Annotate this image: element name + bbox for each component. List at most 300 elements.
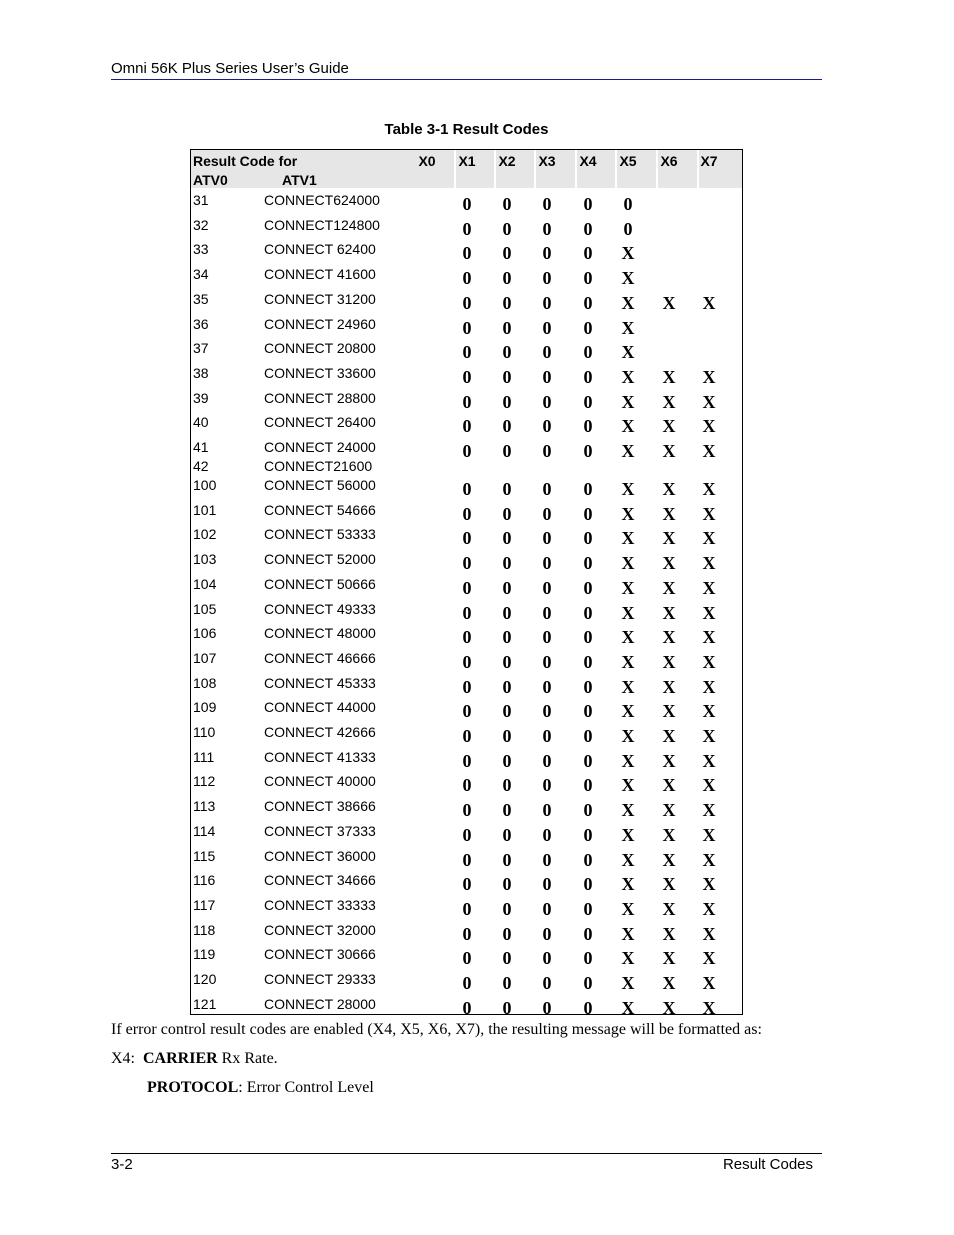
cell-x6: X [662,577,676,598]
cell-x2: 0 [502,602,512,623]
cell-x3: 0 [542,218,552,239]
cell-x3: 0 [542,441,552,461]
atv0-code: 112 [193,773,216,790]
cell-x2: 0 [502,577,512,598]
cell-x7: X [702,948,716,969]
cell-x6: X [662,391,676,412]
table-row [191,699,742,721]
atv0-code: 110 [193,724,216,740]
table-row [191,971,742,993]
intro-paragraph: If error control result codes are enabled (X4, X5, X6, X7), the resulting message will be formatted as: [111,1021,762,1038]
cell-x1: 0 [462,416,472,437]
table-row [191,650,742,672]
cell-x2: 0 [502,342,512,363]
cell-x7: X [702,627,716,648]
cell-x4: 0 [583,479,593,499]
cell-x5: X [621,750,635,771]
cell-x6: X [662,651,676,672]
cell-x5: X [621,366,635,387]
atv1-message: CONNECT 41333 [264,748,376,765]
cell-x4: 0 [583,416,593,437]
atv0-code: 116 [193,872,216,889]
cell-x5: 0 [623,218,633,239]
cell-x1: 0 [462,503,472,524]
cell-x2: 0 [502,824,512,845]
cell-x4: 0 [583,701,593,722]
atv1-message: CONNECT 33333 [264,896,376,913]
atv0-code: 35 [193,290,209,307]
table-row [191,340,742,362]
atv1-message: CONNECT 37333 [264,822,376,839]
table-row [191,823,742,845]
cell-x3: 0 [542,750,552,771]
table-row [191,848,742,870]
cell-x6: X [662,441,676,461]
cell-x4: 0 [583,391,593,412]
cell-x3: 0 [542,479,552,499]
cell-x4: 0 [583,874,593,895]
cell-x2: 0 [502,750,512,771]
atv0-code: 38 [193,364,209,381]
cell-x6: X [662,479,676,499]
atv1-message: CONNECT 33600 [264,364,376,381]
cell-x3: 0 [542,391,552,412]
column-header-x6: X6 [660,153,678,169]
cell-x6: X [662,775,676,796]
cell-x2: 0 [502,441,512,461]
cell-x2: 0 [502,391,512,412]
atv1-message: CONNECT 32000 [264,921,376,938]
cell-x1: 0 [462,391,472,412]
cell-x3: 0 [542,553,552,574]
table-row [191,365,742,387]
atv1-message: CONNECT 42666 [264,724,376,740]
cell-x1: 0 [462,701,472,722]
cell-x6: X [662,973,676,993]
cell-x6: X [662,701,676,722]
cell-x4: 0 [583,268,593,289]
table-row [191,192,742,214]
cell-x1: 0 [462,726,472,746]
cell-x7: X [702,366,716,387]
cell-x3: 0 [542,602,552,623]
cell-x2: 0 [502,775,512,796]
protocol-label: PROTOCOL [147,1079,239,1096]
cell-x3: 0 [542,317,552,338]
cell-x4: 0 [583,775,593,796]
cell-x7: X [702,651,716,672]
cell-x5: X [621,441,635,461]
cell-x7: X [702,441,716,461]
atv0-code: 108 [193,674,217,691]
table-row [191,414,742,436]
cell-x1: 0 [462,627,472,648]
cell-x3: 0 [542,577,552,598]
atv1-message: CONNECT624000 [264,192,380,208]
atv0-code: 120 [193,971,217,987]
cell-x1: 0 [462,194,472,214]
cell-x4: 0 [583,948,593,969]
atv1-message: CONNECT 52000 [264,551,376,568]
atv0-code: 107 [193,649,217,666]
cell-x2: 0 [502,874,512,895]
cell-x1: 0 [462,973,472,993]
cell-x2: 0 [502,651,512,672]
table-row [191,390,742,412]
cell-x6: X [662,602,676,623]
cell-x1: 0 [462,342,472,363]
cell-x4: 0 [583,923,593,944]
cell-x7: X [702,602,716,623]
cell-x1: 0 [462,441,472,461]
cell-x3: 0 [542,948,552,969]
cell-x2: 0 [502,997,512,1018]
atv1-message: CONNECT 34666 [264,872,376,889]
atv0-code: 105 [193,600,217,617]
cell-x6: X [662,503,676,524]
table-row [191,724,742,746]
table-row [191,526,742,548]
atv1-message: CONNECT 53333 [264,526,376,543]
cell-x4: 0 [583,651,593,672]
cell-x4: 0 [583,441,593,461]
atv1-message: CONNECT 30666 [264,946,376,963]
cell-x6: X [662,553,676,574]
cell-x3: 0 [542,849,552,870]
atv1-message: CONNECT 38666 [264,798,376,815]
cell-x6: X [662,528,676,549]
cell-x4: 0 [583,577,593,598]
cell-x1: 0 [462,676,472,697]
table-row [191,773,742,795]
cell-x7: X [702,874,716,895]
cell-x4: 0 [583,997,593,1018]
table-row [191,601,742,623]
cell-x4: 0 [583,973,593,993]
cell-x1: 0 [462,528,472,549]
cell-x5: X [621,898,635,919]
cell-x5: X [621,800,635,821]
atv0-code: 118 [193,921,216,938]
cell-x6: X [662,750,676,771]
table-row [191,241,742,263]
cell-x5: X [621,923,635,944]
cell-x5: X [621,553,635,574]
cell-x4: 0 [583,750,593,771]
cell-x3: 0 [542,923,552,944]
atv0-code: 100 [193,477,217,493]
footer-rule [111,1153,822,1154]
cell-x2: 0 [502,627,512,648]
cell-x5: X [621,849,635,870]
cell-x3: 0 [542,292,552,313]
cell-x4: 0 [583,676,593,697]
cell-x4: 0 [583,849,593,870]
cell-x3: 0 [542,651,552,672]
table-row [191,477,742,499]
running-header-title: Omni 56K Plus Series User’s Guide [111,60,349,77]
table-row [191,502,742,524]
cell-x1: 0 [462,874,472,895]
atv1-message: CONNECT 28000 [264,995,376,1012]
cell-x1: 0 [462,479,472,499]
atv1-message: CONNECT 41600 [264,266,376,283]
cell-x1: 0 [462,800,472,821]
cell-x6: X [662,676,676,697]
cell-x6: X [662,800,676,821]
cell-x3: 0 [542,503,552,524]
cell-x2: 0 [502,268,512,289]
cell-x5: X [621,391,635,412]
cell-x5: X [621,726,635,746]
atv0-code: 33 [193,241,209,258]
cell-x5: X [621,874,635,895]
table-row [191,551,742,573]
cell-x7: X [702,528,716,549]
cell-x3: 0 [542,824,552,845]
column-header-x1: X1 [458,153,476,169]
cell-x5: X [621,416,635,437]
atv1-message: CONNECT 31200 [264,290,376,307]
cell-x4: 0 [583,243,593,264]
atv0-code: 37 [193,340,209,357]
cell-x1: 0 [462,268,472,289]
cell-x2: 0 [502,923,512,944]
atv1-message: CONNECT 46666 [264,649,376,666]
cell-x5: X [621,775,635,796]
cell-x4: 0 [583,218,593,239]
atv1-message: CONNECT 24960 [264,315,376,332]
atv0-code: 111 [193,748,215,765]
atv0-code: 103 [193,551,217,568]
cell-x7: X [702,479,716,499]
cell-x4: 0 [583,553,593,574]
cell-x5: X [621,701,635,722]
cell-x7: X [702,849,716,870]
cell-x6: X [662,923,676,944]
x4-prefix: X4: [111,1050,135,1067]
atv1-message: CONNECT 24000 [264,439,376,455]
carrier-rest: Rx Rate. [217,1050,278,1067]
atv0-code: 31 [193,192,209,208]
atv1-message: CONNECT 29333 [264,971,376,987]
cell-x1: 0 [462,366,472,387]
cell-x1: 0 [462,997,472,1018]
cell-x6: X [662,849,676,870]
cell-x7: X [702,416,716,437]
cell-x1: 0 [462,317,472,338]
cell-x1: 0 [462,775,472,796]
cell-x1: 0 [462,923,472,944]
cell-x5: X [621,948,635,969]
cell-x6: X [662,874,676,895]
cell-x7: X [702,676,716,697]
cell-x1: 0 [462,948,472,969]
cell-x7: X [702,800,716,821]
cell-x6: X [662,948,676,969]
cell-x5: X [621,602,635,623]
cell-x5: X [621,479,635,499]
cell-x6: X [662,726,676,746]
cell-x1: 0 [462,602,472,623]
result-codes-table [190,149,743,1018]
cell-x1: 0 [462,577,472,598]
cell-x3: 0 [542,726,552,746]
cell-x3: 0 [542,973,552,993]
cell-x4: 0 [583,726,593,746]
cell-x5: X [621,824,635,845]
cell-x4: 0 [583,194,593,214]
cell-x2: 0 [502,948,512,969]
atv0-code: 117 [193,896,216,913]
cell-x3: 0 [542,416,552,437]
atv1-message: CONNECT 48000 [264,625,376,642]
cell-x3: 0 [542,268,552,289]
atv0-code: 32 [193,216,209,233]
atv0-code: 113 [193,798,216,815]
table-row [191,316,742,338]
cell-x7: X [702,898,716,919]
table-row [191,897,742,919]
atv0-code: 115 [193,847,216,864]
atv0-code: 40 [193,414,209,431]
table-row [191,996,742,1018]
cell-x3: 0 [542,800,552,821]
cell-x5: X [621,997,635,1018]
cell-x4: 0 [583,342,593,363]
table-row [191,872,742,894]
atv1-message: CONNECT 40000 [264,773,376,790]
cell-x7: X [702,553,716,574]
cell-x3: 0 [542,874,552,895]
cell-x2: 0 [502,701,512,722]
table-row [191,291,742,313]
atv1-message: CONNECT124800 [264,216,380,233]
cell-x7: X [702,701,716,722]
cell-x6: X [662,898,676,919]
atv0-code: 119 [193,946,216,963]
atv1-message: CONNECT 36000 [264,847,376,864]
cell-x3: 0 [542,775,552,796]
cell-x6: X [662,824,676,845]
cell-x1: 0 [462,243,472,264]
table-row [191,798,742,820]
cell-x7: X [702,292,716,313]
table-row [191,576,742,598]
cell-x3: 0 [542,243,552,264]
cell-x2: 0 [502,849,512,870]
cell-x4: 0 [583,528,593,549]
cell-x5: X [621,651,635,672]
atv1-message: CONNECT 20800 [264,340,376,357]
cell-x2: 0 [502,194,512,214]
cell-x5: X [621,627,635,648]
cell-x2: 0 [502,366,512,387]
cell-x7: X [702,577,716,598]
atv1-message: CONNECT 28800 [264,389,376,406]
cell-x1: 0 [462,553,472,574]
cell-x4: 0 [583,602,593,623]
cell-x7: X [702,750,716,771]
cell-x7: X [702,726,716,746]
cell-x2: 0 [502,416,512,437]
header-result-code-for: Result Code for [193,153,298,169]
atv0-code: 121 [193,995,217,1012]
cell-x7: X [702,503,716,524]
column-header-x3: X3 [538,153,556,169]
cell-x5: X [621,577,635,598]
column-header-x2: X2 [498,153,516,169]
table-row [191,946,742,968]
cell-x2: 0 [502,553,512,574]
cell-x2: 0 [502,218,512,239]
cell-x1: 0 [462,750,472,771]
cell-x1: 0 [462,824,472,845]
cell-x2: 0 [502,503,512,524]
cell-x3: 0 [542,366,552,387]
atv0-code: 36 [193,315,209,332]
carrier-label: CARRIER [143,1050,218,1067]
cell-x2: 0 [502,528,512,549]
cell-x7: X [702,775,716,796]
protocol-line [147,1079,374,1097]
cell-x2: 0 [502,317,512,338]
cell-x4: 0 [583,800,593,821]
column-header-x7: X7 [700,153,718,169]
atv1-message: CONNECT 50666 [264,575,376,592]
cell-x5: X [621,528,635,549]
cell-x2: 0 [502,898,512,919]
cell-x5: X [621,268,635,289]
atv0-code: 114 [193,822,216,839]
cell-x5: X [621,292,635,313]
cell-x6: X [662,627,676,648]
cell-x3: 0 [542,627,552,648]
cell-x2: 0 [502,973,512,993]
atv0-code: 104 [193,575,217,592]
cell-x4: 0 [583,292,593,313]
atv0-code: 39 [193,389,209,406]
atv0-code: 34 [193,266,209,283]
header-rule [111,79,822,80]
cell-x7: X [702,391,716,412]
atv0-code: 109 [193,699,217,716]
table-row [191,625,742,647]
cell-x1: 0 [462,218,472,239]
cell-x7: X [702,923,716,944]
cell-x4: 0 [583,898,593,919]
header-atv1: ATV1 [282,172,317,188]
column-header-x4: X4 [579,153,597,169]
atv1-message: CONNECT 56000 [264,477,376,493]
cell-x7: X [702,824,716,845]
table-caption: Table 3-1 Result Codes [384,121,549,138]
atv0-code: 101 [193,501,217,518]
cell-x5: X [621,973,635,993]
atv1-message: CONNECT21600 [264,458,373,474]
cell-x1: 0 [462,651,472,672]
cell-x5: X [621,503,635,524]
cell-x7: X [702,973,716,993]
atv1-message: CONNECT 44000 [264,699,376,716]
cell-x1: 0 [462,898,472,919]
cell-x3: 0 [542,342,552,363]
cell-x2: 0 [502,800,512,821]
cell-x3: 0 [542,898,552,919]
cell-x2: 0 [502,479,512,499]
cell-x2: 0 [502,243,512,264]
atv0-code: 42 [193,458,209,474]
